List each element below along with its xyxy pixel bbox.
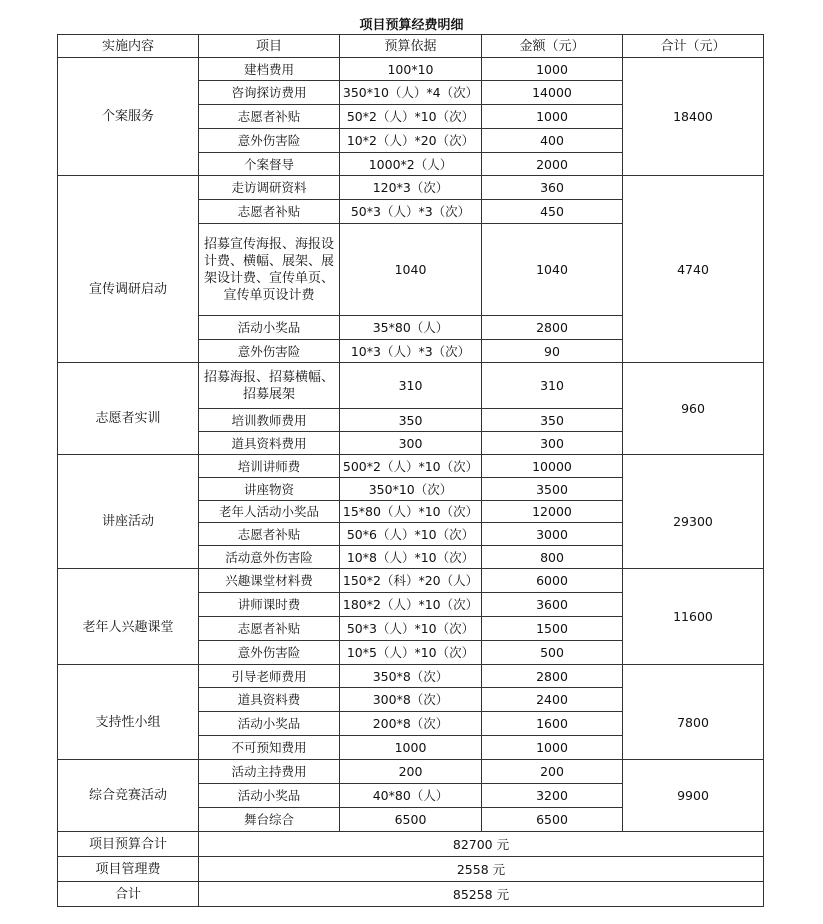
header-item: 项目 (199, 35, 340, 58)
amount-cell: 1040 (482, 224, 623, 316)
basis-cell: 50*3（人）*3（次） (340, 200, 482, 224)
amount-cell: 300 (482, 432, 623, 455)
item-cell: 活动小奖品 (199, 784, 340, 808)
amount-cell: 6500 (482, 808, 623, 832)
subtotal-cell: 9900 (623, 760, 764, 832)
subtotal-cell: 960 (623, 363, 764, 455)
table-row (58, 363, 764, 409)
management-fee-row (58, 857, 764, 882)
item-cell: 培训讲师费 (199, 455, 340, 478)
table-row (58, 569, 764, 593)
item-cell: 活动小奖品 (199, 712, 340, 736)
amount-cell: 14000 (482, 81, 623, 105)
amount-cell: 12000 (482, 501, 623, 523)
item-cell: 活动小奖品 (199, 316, 340, 340)
item-cell: 引导老师费用 (199, 665, 340, 688)
amount-cell: 200 (482, 760, 623, 784)
amount-cell: 3600 (482, 593, 623, 617)
table-row (58, 760, 764, 784)
amount-cell: 1500 (482, 617, 623, 641)
amount-cell: 400 (482, 129, 623, 153)
item-cell: 舞台综合 (199, 808, 340, 832)
category-cell: 老年人兴趣课堂 (58, 569, 199, 665)
item-cell: 讲座物资 (199, 478, 340, 501)
total-row (58, 832, 764, 857)
item-cell: 建档费用 (199, 58, 340, 81)
table-row (58, 665, 764, 688)
basis-cell: 150*2（科）*20（人） (340, 569, 482, 593)
amount-cell: 3000 (482, 523, 623, 546)
basis-cell: 350 (340, 409, 482, 432)
basis-cell: 200 (340, 760, 482, 784)
total-value: 82700 元 (199, 832, 764, 857)
basis-cell: 10*5（人）*10（次） (340, 641, 482, 665)
basis-cell: 300*8（次） (340, 688, 482, 712)
item-cell: 志愿者补贴 (199, 523, 340, 546)
item-cell: 个案督导 (199, 153, 340, 176)
amount-cell: 90 (482, 340, 623, 363)
item-cell: 意外伤害险 (199, 129, 340, 153)
item-cell: 道具资料费用 (199, 432, 340, 455)
amount-cell: 800 (482, 546, 623, 569)
basis-cell: 10*2（人）*20（次） (340, 129, 482, 153)
item-cell: 意外伤害险 (199, 641, 340, 665)
basis-cell: 100*10 (340, 58, 482, 81)
item-cell: 老年人活动小奖品 (199, 501, 340, 523)
table-row (58, 176, 764, 200)
amount-cell: 2000 (482, 153, 623, 176)
header-category: 实施内容 (58, 35, 199, 58)
basis-cell: 50*3（人）*10（次） (340, 617, 482, 641)
amount-cell: 360 (482, 176, 623, 200)
amount-cell: 3200 (482, 784, 623, 808)
basis-cell: 50*6（人）*10（次） (340, 523, 482, 546)
item-cell: 讲师课时费 (199, 593, 340, 617)
basis-cell: 500*2（人）*10（次） (340, 455, 482, 478)
item-cell: 志愿者补贴 (199, 200, 340, 224)
amount-cell: 6000 (482, 569, 623, 593)
amount-cell: 1000 (482, 58, 623, 81)
basis-cell: 1000*2（人） (340, 153, 482, 176)
basis-cell: 310 (340, 363, 482, 409)
basis-cell: 35*80（人） (340, 316, 482, 340)
item-cell: 志愿者补贴 (199, 617, 340, 641)
subtotal-cell: 7800 (623, 665, 764, 760)
basis-cell: 350*10（次） (340, 478, 482, 501)
table-row (58, 58, 764, 81)
basis-cell: 6500 (340, 808, 482, 832)
basis-cell: 1040 (340, 224, 482, 316)
basis-cell: 120*3（次） (340, 176, 482, 200)
category-cell: 个案服务 (58, 58, 199, 176)
amount-cell: 2400 (482, 688, 623, 712)
basis-cell: 350*8（次） (340, 665, 482, 688)
subtotal-cell: 18400 (623, 58, 764, 176)
amount-cell: 310 (482, 363, 623, 409)
category-cell: 讲座活动 (58, 455, 199, 569)
basis-cell: 50*2（人）*10（次） (340, 105, 482, 129)
amount-cell: 1000 (482, 736, 623, 760)
grand-total-label: 合计 (58, 882, 199, 907)
amount-cell: 10000 (482, 455, 623, 478)
amount-cell: 3500 (482, 478, 623, 501)
basis-cell: 10*8（人）*10（次） (340, 546, 482, 569)
header-basis: 预算依据 (340, 35, 482, 58)
basis-cell: 40*80（人） (340, 784, 482, 808)
header-row (58, 35, 764, 58)
amount-cell: 450 (482, 200, 623, 224)
amount-cell: 2800 (482, 316, 623, 340)
basis-cell: 350*10（人）*4（次） (340, 81, 482, 105)
basis-cell: 1000 (340, 736, 482, 760)
item-cell: 咨询探访费用 (199, 81, 340, 105)
amount-cell: 1000 (482, 105, 623, 129)
budget-table (57, 34, 764, 907)
basis-cell: 200*8（次） (340, 712, 482, 736)
subtotal-cell: 4740 (623, 176, 764, 363)
item-cell: 道具资料费 (199, 688, 340, 712)
header-subtotal: 合计（元） (623, 35, 764, 58)
item-cell: 招募宣传海报、海报设计费、横幅、展架、展架设计费、宣传单页、宣传单页设计费 (199, 224, 340, 316)
item-cell: 活动意外伤害险 (199, 546, 340, 569)
item-cell: 招募海报、招募横幅、招募展架 (199, 363, 340, 409)
header-amount: 金额（元） (482, 35, 623, 58)
item-cell: 不可预知费用 (199, 736, 340, 760)
subtotal-cell: 29300 (623, 455, 764, 569)
category-cell: 宣传调研启动 (58, 176, 199, 363)
basis-cell: 180*2（人）*10（次） (340, 593, 482, 617)
category-cell: 支持性小组 (58, 665, 199, 760)
grand-total-row (58, 882, 764, 907)
item-cell: 意外伤害险 (199, 340, 340, 363)
total-label: 项目预算合计 (58, 832, 199, 857)
item-cell: 志愿者补贴 (199, 105, 340, 129)
amount-cell: 500 (482, 641, 623, 665)
amount-cell: 1600 (482, 712, 623, 736)
grand-total-value: 85258 元 (199, 882, 764, 907)
table-row (58, 455, 764, 478)
category-cell: 综合竞赛活动 (58, 760, 199, 832)
item-cell: 培训教师费用 (199, 409, 340, 432)
management-fee-label: 项目管理费 (58, 857, 199, 882)
basis-cell: 15*80（人）*10（次） (340, 501, 482, 523)
category-cell: 志愿者实训 (58, 363, 199, 455)
item-cell: 走访调研资料 (199, 176, 340, 200)
item-cell: 活动主持费用 (199, 760, 340, 784)
basis-cell: 300 (340, 432, 482, 455)
item-cell: 兴趣课堂材料费 (199, 569, 340, 593)
basis-cell: 10*3（人）*3（次） (340, 340, 482, 363)
amount-cell: 2800 (482, 665, 623, 688)
management-fee-value: 2558 元 (199, 857, 764, 882)
amount-cell: 350 (482, 409, 623, 432)
subtotal-cell: 11600 (623, 569, 764, 665)
document-title: 项目预算经费明细 (359, 18, 464, 33)
